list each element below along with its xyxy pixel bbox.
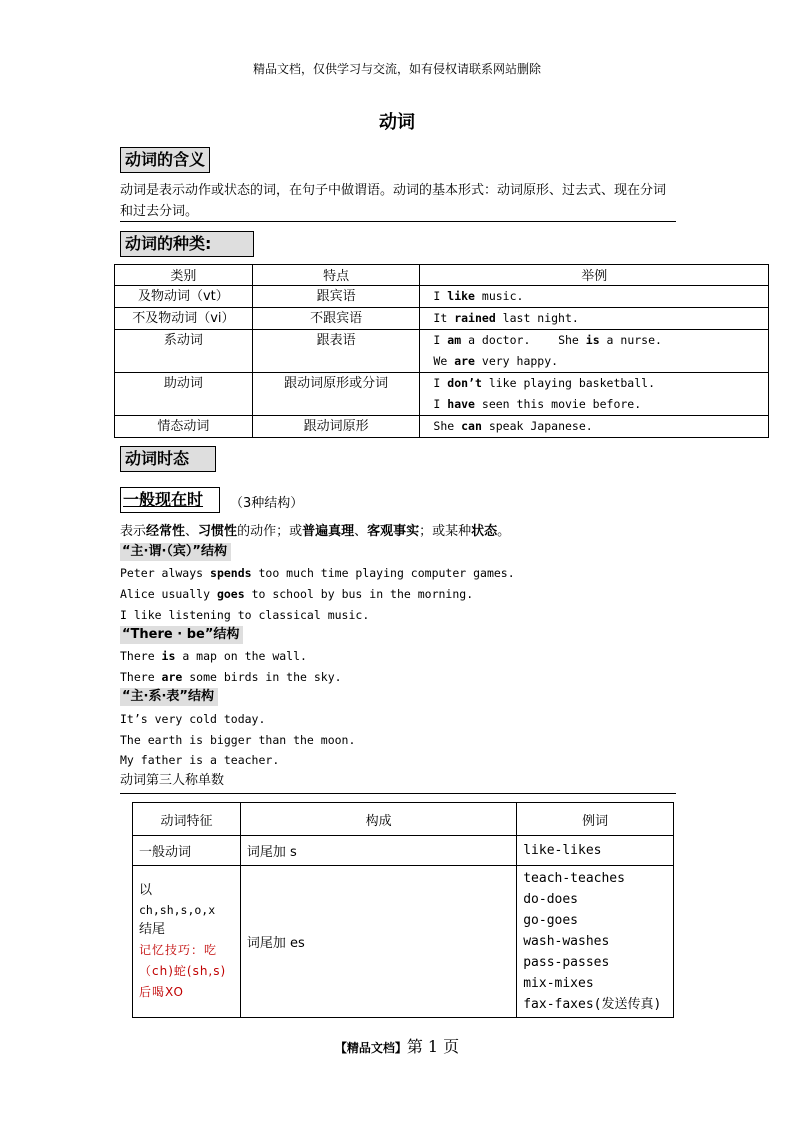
table-header: 构成 [240,803,516,836]
structure-label: “主·谓·（宾）”结构 [120,543,231,561]
example-sentence: There is a map on the wall. [120,649,307,663]
example-sentence: Alice usually goes to school by bus in the morning. [120,587,474,601]
third-person-title: 动词第三人称单数 [120,773,225,788]
section-heading-types: 动词的种类: [120,231,254,257]
memory-tip: 记忆技巧：吃（ch)蛇(sh,s)后喝XO [139,943,227,999]
verb-types-table [114,264,769,438]
example-cell: like-likes [517,836,674,866]
verb-feature: 跟宾语 [316,289,356,304]
example-sentence: I like listening to classical music. [120,608,370,622]
verb-feature: 跟动词原形或分词 [284,376,389,391]
example-sentence: It’s very cold today. [120,712,266,726]
structure-label: “主·系·表”结构 [120,688,218,706]
section-heading-tenses: 动词时态 [120,446,216,472]
table-header: 类别 [115,265,253,286]
meaning-text: 动词是表示动作或状态的词，在句子中做谓语。动词的基本形式：动词原形、过去式、现在分词和过去分词。 [120,183,667,219]
rule-cell: 词尾加 s [240,836,516,866]
table-row [115,373,769,416]
example-sentence: My father is a teacher. [120,753,280,767]
example-sentence: Peter always spends too much time playing computer games. [120,566,515,580]
verb-feature-cell: 以 ch,sh,s,o,x 结尾 记忆技巧：吃（ch)蛇(sh,s)后喝XO [133,866,241,1018]
table-header: 特点 [252,265,420,286]
verb-feature: 跟表语 [316,333,356,348]
section-heading-meaning: 动词的含义 [120,147,210,173]
example-sentence: The earth is bigger than the moon. [120,733,356,747]
example-cell: teach-teaches do-does go-goes wash-washes pass-passes mix-mixes fax-faxes(发送传真) [517,866,674,1018]
page-footer: 【精品文档】第 1 页 [334,1037,460,1056]
divider [120,793,676,794]
example-cell: It rained last night. [420,308,769,330]
structure-label: “There · be”结构 [120,626,243,644]
verb-type: 助动词 [163,376,203,391]
page-title: 动词 [379,112,415,133]
table-header: 例词 [517,803,674,836]
verb-feature: 不跟宾语 [310,311,363,326]
tense-subheading: （3种结构） [230,496,304,511]
example-cell: I like music. [420,286,769,308]
usage-text: 表示经常性、习惯性的动作；或普遍真理、客观事实；或某种状态。 [120,524,511,539]
table-header: 动词特征 [133,803,241,836]
table-row [115,330,769,373]
divider [120,221,676,222]
verb-type: 不及物动词（vi） [132,311,235,326]
verb-feature: 跟动词原形 [303,419,369,434]
table-row [133,866,674,1018]
example-cell: She can speak Japanese. [420,416,769,438]
example-sentence: There are some birds in the sky. [120,670,342,684]
tense-heading: 一般现在时 [120,487,220,513]
header-note: 精品文档，仅供学习与交流，如有侵权请联系网站删除 [252,62,541,76]
third-person-table [132,802,674,1018]
example-cell: I am a doctor. She is a nurse. We are very happy. [420,330,769,373]
rule-cell: 词尾加 es [240,866,516,1018]
table-row [115,416,769,438]
table-header: 举例 [420,265,769,286]
table-row [115,308,769,330]
example-cell: I don’t like playing basketball. I have seen this movie before. [420,373,769,416]
table-row [133,836,674,866]
verb-feature-cell: 一般动词 [133,836,241,866]
verb-type: 及物动词（vt） [137,289,229,304]
table-row [115,286,769,308]
verb-type: 系动词 [163,333,203,348]
verb-type: 情态动词 [157,419,210,434]
